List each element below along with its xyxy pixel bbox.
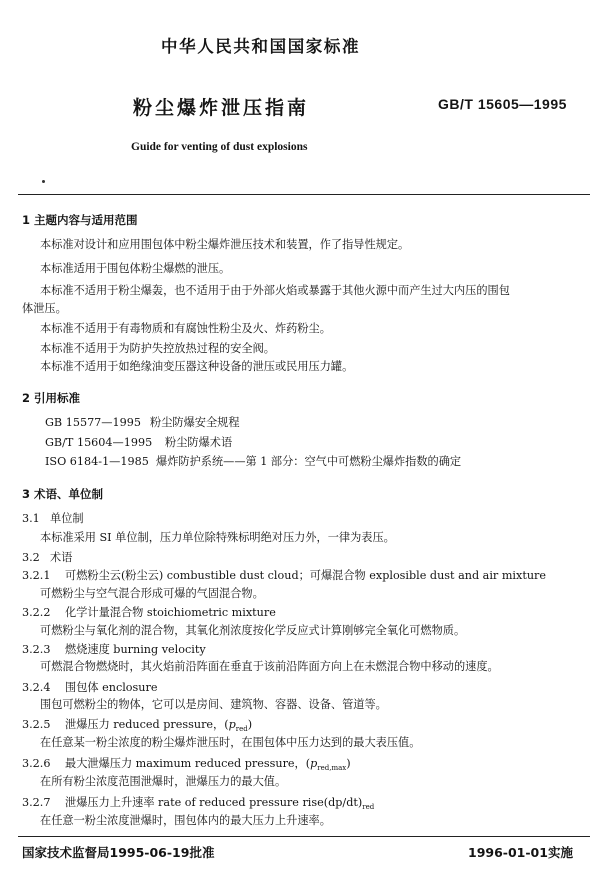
term-title-text: 泄爆压力 reduced pressure，: [65, 718, 225, 731]
clause-title: 单位制: [50, 512, 84, 525]
s1-paragraph-2: 本标准适用于围包体粉尘爆燃的泄压。: [40, 262, 231, 275]
term-number: 3.2.5: [22, 718, 51, 731]
term-title: 燃烧速度 burning velocity: [65, 643, 206, 656]
term-definition: 可燃混合物燃烧时，其火焰前沿阵面在垂直于该前沿阵面方向上在未燃混合物中移动的速度。: [40, 660, 499, 673]
close-paren: ): [247, 718, 253, 731]
term-definition: 可燃粉尘与氧化剂的混合物，其氧化剂浓度按化学反应式计算刚够完全氧化可燃物质。: [40, 624, 466, 637]
ref-name: 粉尘防爆术语: [165, 436, 233, 449]
term-number: 3.2.1: [22, 569, 51, 582]
clause-title: 术语: [50, 551, 73, 564]
term-title-text: 泄爆压力上升速率 rate of reduced pressure rise(dp/dt): [65, 796, 363, 809]
term-number: 3.2.7: [22, 796, 51, 809]
term-number: 3.2.6: [22, 757, 51, 770]
s1-paragraph-4: 本标准不适用于有毒物质和有腐蚀性粉尘及火、炸药粉尘。: [40, 322, 331, 335]
term-number: 3.2.2: [22, 606, 51, 619]
term-number: 3.2.3: [22, 643, 51, 656]
implementation-date: 1996-01-01实施: [468, 845, 573, 860]
term-definition: 在任意某一粉尘浓度的粉尘爆炸泄压时，在围包体中压力达到的最大表压值。: [40, 736, 421, 749]
term-title-text: 最大泄爆压力 maximum reduced pressure，: [65, 757, 306, 770]
term-number: 3.2.4: [22, 681, 51, 694]
term-definition: 在所有粉尘浓度范围泄爆时，泄爆压力的最大值。: [40, 775, 287, 788]
open-paren: (: [305, 757, 311, 770]
open-paren: (: [224, 718, 229, 731]
standard-code: GB/T 15605—1995: [438, 96, 567, 112]
section-1-heading: 1 主题内容与适用范围: [22, 213, 138, 227]
s1-paragraph-6: 本标准不适用于如绝缘油变压器这种设备的泄压或民用压力罐。: [40, 360, 354, 373]
ref-name: 粉尘防爆安全规程: [150, 416, 240, 429]
pressure-symbol: p: [310, 757, 318, 770]
term-definition: 围包可燃粉尘的物体，它可以是房间、建筑物、容器、设备、管道等。: [40, 698, 387, 711]
clause-number: 3.2: [22, 551, 40, 564]
close-paren: ): [346, 757, 351, 770]
section-2-heading: 2 引用标准: [22, 391, 81, 405]
s1-paragraph-3b: 体泄压。: [22, 302, 67, 315]
footer-rule: [18, 836, 590, 837]
term-title: 化学计量混合物 stoichiometric mixture: [65, 606, 276, 619]
pressure-symbol: p: [228, 718, 236, 731]
term-title: [65, 718, 252, 736]
term-title: 可燃粉尘云(粉尘云) combustible dust cloud；可爆混合物 explosible dust and air mixture: [65, 569, 546, 582]
english-title: Guide for venting of dust explosions: [131, 141, 308, 153]
header-rule: [18, 194, 590, 195]
term-definition: 可燃粉尘与空气混合形成可爆的气固混合物。: [40, 587, 264, 600]
s1-paragraph-3a: 本标准不适用于粉尘爆轰，也不适用于由于外部火焰或暴露于其他火源中而产生过大内压的围包: [40, 284, 510, 297]
org-title: 中华人民共和国国家标准: [161, 37, 361, 56]
term-title: 围包体 enclosure: [65, 681, 158, 694]
margin-mark: [42, 180, 45, 183]
document-title: 粉尘爆炸泄压指南: [133, 97, 310, 119]
ref-code: GB/T 15604—1995: [45, 436, 153, 449]
term-definition: 在任意一粉尘浓度泄爆时，围包体内的最大压力上升速率。: [40, 814, 331, 827]
s1-paragraph-5: 本标准不适用于为防护失控放热过程的安全阀。: [40, 342, 275, 355]
ref-code: GB 15577—1995: [45, 416, 141, 429]
section-3-heading: 3 术语、单位制: [22, 487, 104, 501]
symbol-subscript: red: [235, 725, 248, 734]
s1-paragraph-1: 本标准对设计和应用围包体中粉尘爆炸泄压技术和装置，作了指导性规定。: [40, 238, 410, 251]
clause-text: 本标准采用 SI 单位制，压力单位除特殊标明绝对压力外，一律为表压。: [40, 531, 395, 544]
clause-number: 3.1: [22, 512, 40, 525]
symbol-subscript: red: [362, 803, 375, 812]
symbol-subscript: red,max: [317, 764, 347, 773]
approval-line: 国家技术监督局1995-06-19批准: [22, 845, 215, 860]
ref-name: 爆炸防护系统——第 1 部分：空气中可燃粉尘爆炸指数的确定: [156, 455, 462, 468]
term-title: [65, 796, 374, 814]
ref-code: ISO 6184-1—1985: [45, 455, 149, 468]
term-title: [65, 757, 351, 775]
